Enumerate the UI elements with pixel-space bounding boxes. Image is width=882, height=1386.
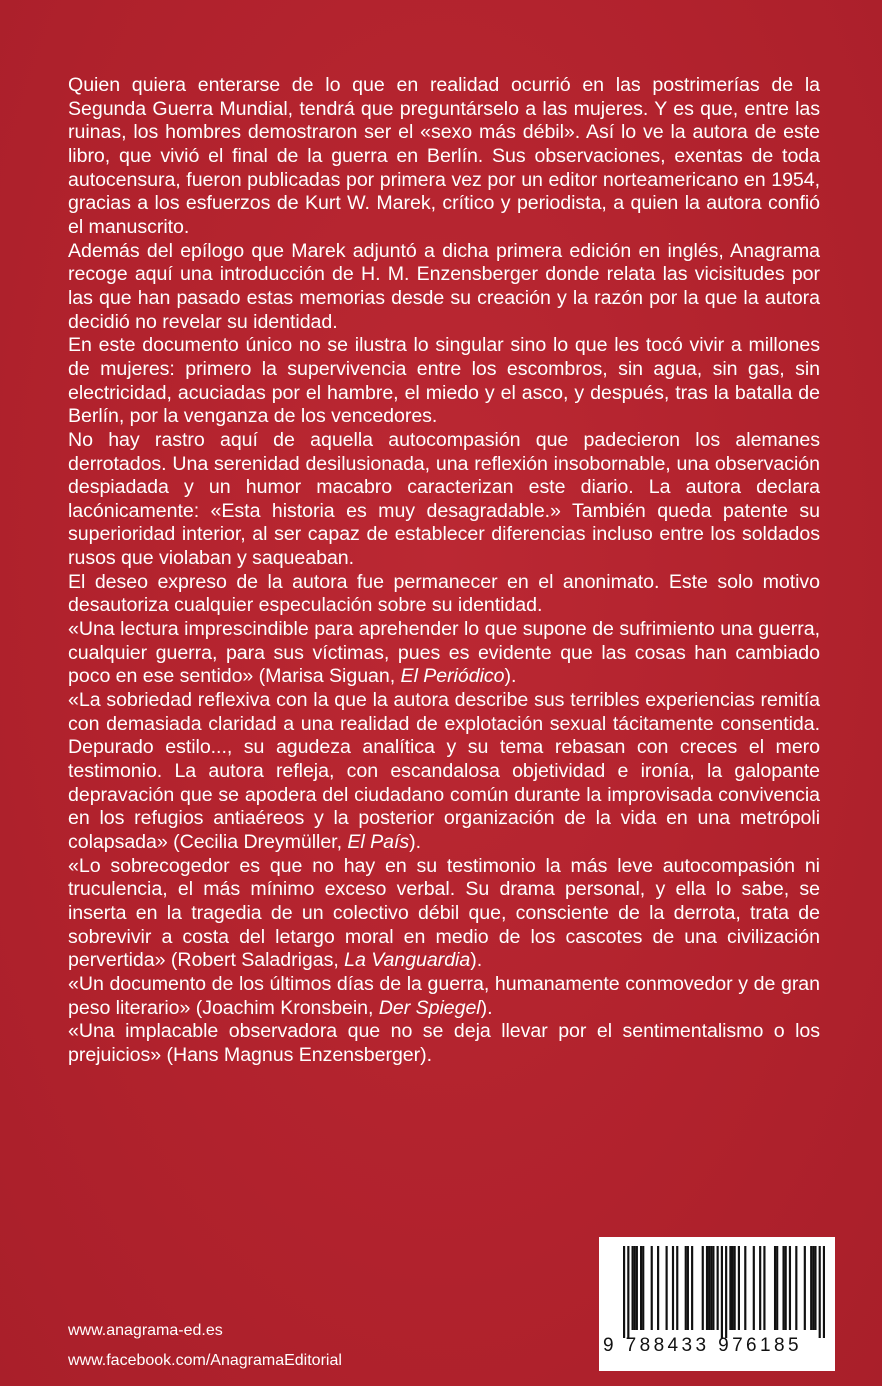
barcode-bar bbox=[657, 1246, 659, 1330]
barcode-bar bbox=[763, 1246, 765, 1330]
barcode-digits: 9 788433 976185 bbox=[603, 1335, 802, 1356]
barcode-bar bbox=[729, 1246, 731, 1330]
quote-end: ). bbox=[504, 665, 517, 688]
barcode-bar bbox=[651, 1246, 653, 1330]
quote-source: Der Spiegel bbox=[378, 996, 481, 1019]
barcode-bar bbox=[676, 1246, 678, 1330]
barcode-bar bbox=[759, 1246, 761, 1330]
barcode-bar bbox=[623, 1246, 625, 1338]
quote-source: El Periódico bbox=[400, 665, 505, 688]
barcode-bar bbox=[712, 1246, 714, 1330]
barcode-bar bbox=[789, 1246, 791, 1330]
quote-text: «Una lectura imprescindible para aprehender lo que supone de sufrimiento una guerra, cualquier guerra, para sus víctimas, pues es evidente que las cosas han cambiado poco en ese sentido» (Marisa Siguan, bbox=[68, 618, 820, 688]
barcode-bar bbox=[731, 1246, 733, 1330]
website-link[interactable]: www.anagrama-ed.es bbox=[68, 1322, 223, 1339]
barcode-bar bbox=[666, 1246, 668, 1330]
barcode-bar bbox=[702, 1246, 704, 1330]
quote-end: ). bbox=[470, 949, 483, 972]
quote-text: «Una implacable observadora que no se deja llevar por el sentimentalismo o los prejuicios» (Hans Magnus Enzensberger). bbox=[68, 1020, 820, 1066]
barcode-bar bbox=[782, 1246, 784, 1330]
barcode-bar bbox=[710, 1246, 712, 1330]
barcode-bar bbox=[810, 1246, 812, 1330]
quote-text: «La sobriedad reflexiva con la que la autora describe sus terribles experiencias remitía con demasiada claridad a una realidad de explotación sexual tácitamente consentida. Depurado estilo..., su agudeza analítica y su tema rebasan con creces el mero testimonio. La autora refleja, con escandalosa objetividad e ironía, la galopante depravación que se apodera del ciudadano común durante la improvisada convivencia en los refugios antiaéreos y la posterior organización de la vida en una metrópoli colapsada» (Cecilia Dreymüller, bbox=[68, 689, 820, 853]
barcode-bar bbox=[634, 1246, 636, 1330]
quote-text: «Lo sobrecogedor es que no hay en su testimonio la más leve autocompasión ni truculencia, el más mínimo exceso verbal. Su drama personal, y ella lo sabe, se inserta en la tragedia de un colectivo débil que, consciente de la derrota, trata de sobrevivir a costa del letargo moral en medio de los cascotes de una civilización pervertida» (Robert Saladrigas, bbox=[68, 854, 820, 972]
barcode-bar bbox=[738, 1246, 740, 1330]
barcode-bar bbox=[774, 1246, 776, 1330]
quote-end: ). bbox=[409, 831, 421, 853]
barcode-bar bbox=[717, 1246, 719, 1330]
barcode-bar bbox=[814, 1246, 816, 1330]
quote-source: La Vanguardia bbox=[344, 949, 471, 972]
blurb-paragraph-4: No hay rastro aquí de aquella autocompasión que padecieron los alemanes derrotados. Una serenidad desilusionada, una reflexión insobornable, una observación despiadada y un humor macabro caracterizan este diario. La autora declara lacónicamente: «Esta historia es muy desagradable.» También queda patente su superioridad interior, al ser capaz de establecer diferencias incluso entre los soldados rusos que violaban y saqueaban. bbox=[68, 428, 820, 570]
quote-end: ). bbox=[480, 996, 493, 1019]
barcode-bar bbox=[642, 1246, 644, 1330]
barcode-bar bbox=[632, 1246, 634, 1330]
barcode-bar bbox=[725, 1246, 727, 1338]
barcode-bar bbox=[640, 1246, 642, 1330]
barcode-bar bbox=[734, 1246, 736, 1330]
review-quote-4 bbox=[68, 973, 820, 1020]
barcode-bars bbox=[609, 1246, 825, 1338]
quote-text: «Un documento de los últimos días de la guerra, humanamente conmovedor y de gran peso literario» (Joachim Kronsbein, bbox=[68, 972, 820, 1019]
barcode-bar bbox=[721, 1246, 723, 1338]
barcode-bar bbox=[691, 1246, 693, 1330]
blurb-paragraph-2: Además del epílogo que Marek adjuntó a dicha primera edición en inglés, Anagrama recoge aquí una introducción de H. M. Enzensberger donde relata las vicisitudes por las que han pasado estas memorias desde su creación y la razón por la que la autora decidió no revelar su identidad. bbox=[68, 239, 820, 333]
blurb-paragraph-3: En este documento único no se ilustra lo singular sino lo que les tocó vivir a millones de mujeres: primero la supervivencia entre los escombros, sin agua, sin gas, sin electricidad, acuciadas por el hambre, el miedo y el asco, y después, tras la batalla de Berlín, por la venganza de los vencedores. bbox=[68, 334, 820, 428]
blurb-paragraph-5: El deseo expreso de la autora fue permanecer en el anonimato. Este solo motivo desautoriza cualquier especulación sobre su identidad. bbox=[68, 570, 820, 617]
barcode-bar bbox=[776, 1246, 778, 1330]
barcode-bar bbox=[785, 1246, 787, 1330]
book-blurb bbox=[68, 74, 820, 1068]
review-quote-1 bbox=[68, 618, 820, 689]
review-quote-2 bbox=[68, 689, 820, 855]
barcode-bar bbox=[672, 1246, 674, 1330]
barcode-bar bbox=[753, 1246, 755, 1330]
facebook-link[interactable]: www.facebook.com/AnagramaEditorial bbox=[68, 1352, 342, 1369]
barcode-bar bbox=[706, 1246, 708, 1330]
barcode-bar bbox=[812, 1246, 814, 1330]
barcode-bar bbox=[708, 1246, 710, 1330]
barcode-bar bbox=[795, 1246, 797, 1330]
barcode-bar bbox=[804, 1246, 806, 1330]
barcode-bar bbox=[687, 1246, 689, 1330]
isbn-barcode bbox=[599, 1237, 835, 1371]
quote-source: El País bbox=[347, 831, 410, 853]
barcode-bar bbox=[627, 1246, 629, 1338]
blurb-paragraph-1: Quien quiera enterarse de lo que en realidad ocurrió en las postrimerías de la Segunda Guerra Mundial, tendrá que preguntárselo a las mujeres. Y es que, entre las ruinas, los hombres demostraron ser el «sexo más débil». Así lo ve la autora de este libro, que vivió el final de la guerra en Berlín. Sus observaciones, exentas de toda autocensura, fueron publicadas por primera vez por un editor norteamericano en 1954, gracias a los esfuerzos de Kurt W. Marek, crítico y periodista, a quien la autora confió el manuscrito. bbox=[68, 74, 820, 238]
barcode-bar bbox=[823, 1246, 825, 1338]
barcode-bar bbox=[744, 1246, 746, 1330]
publisher-links bbox=[68, 1316, 342, 1376]
review-quote-5 bbox=[68, 1020, 820, 1067]
barcode-bar bbox=[636, 1246, 638, 1330]
review-quote-3 bbox=[68, 855, 820, 973]
barcode-bar bbox=[685, 1246, 687, 1330]
barcode-bar bbox=[819, 1246, 821, 1338]
